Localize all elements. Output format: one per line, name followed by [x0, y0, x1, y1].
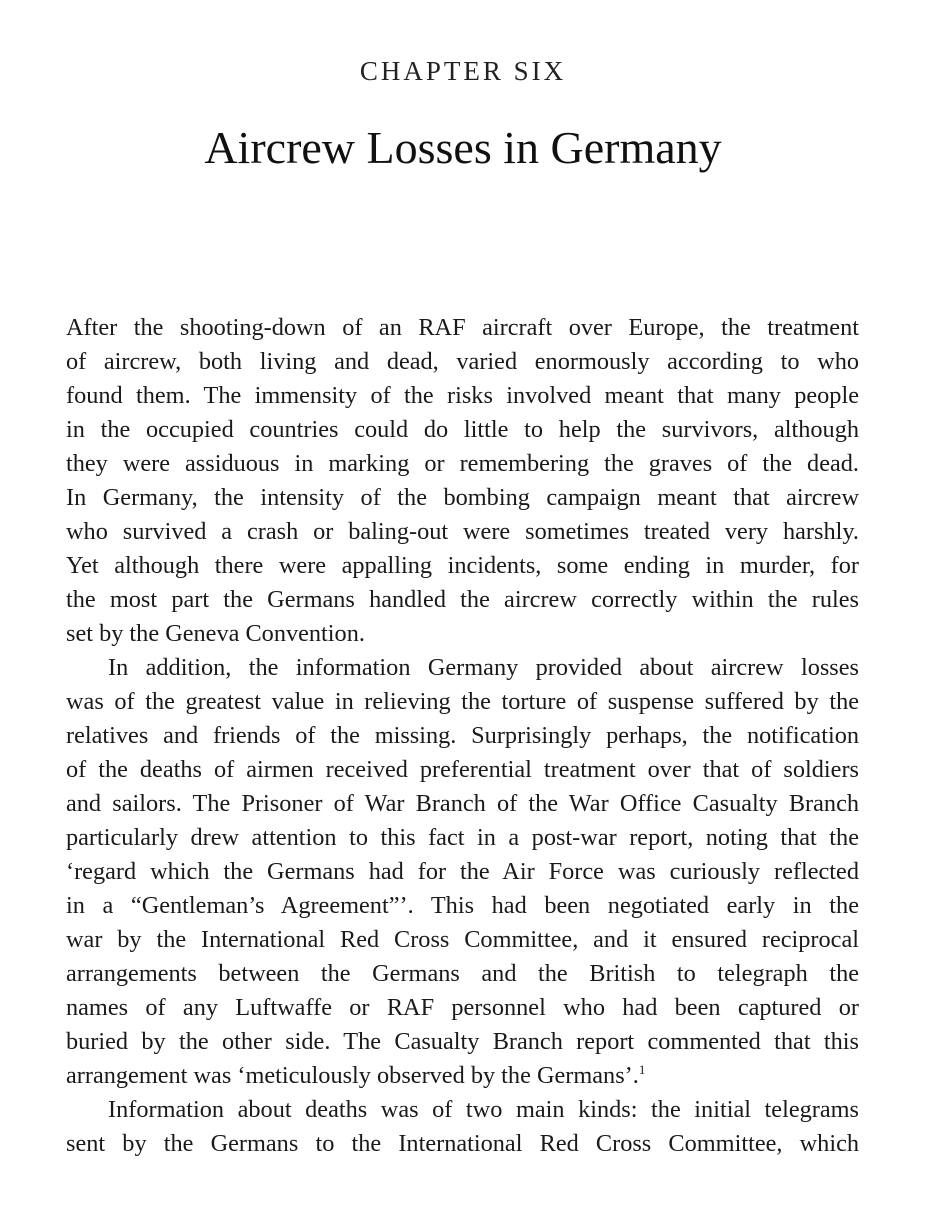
text-line: in the occupied countries could do little to help the survivors, although	[66, 416, 859, 443]
chapter-title: Aircrew Losses in Germany	[204, 122, 722, 173]
text-line: names of any Luftwaffe or RAF personnel who had been captured or	[66, 994, 859, 1021]
text-line: Information about deaths was of two main kinds: the initial telegrams	[108, 1096, 859, 1123]
text-line: set by the Geneva Convention.	[66, 620, 365, 647]
text-line: After the shooting-down of an RAF aircraft over Europe, the treatment	[66, 314, 859, 341]
text-line: who survived a crash or baling-out were sometimes treated very harshly.	[66, 518, 859, 545]
text-line: Yet although there were appalling incidents, some ending in murder, for	[66, 552, 859, 579]
text-line: of aircrew, both living and dead, varied enormously according to who	[66, 348, 859, 375]
text-line: sent by the Germans to the International Red Cross Committee, which	[66, 1130, 859, 1157]
text-line: they were assiduous in marking or remembering the graves of the dead.	[66, 450, 859, 477]
text-line: and sailors. The Prisoner of War Branch of the War Office Casualty Branch	[66, 790, 859, 817]
text-line: ‘regard which the Germans had for the Air Force was curiously reflected	[66, 858, 859, 885]
text-line: found them. The immensity of the risks involved meant that many people	[66, 382, 859, 409]
text-line: was of the greatest value in relieving the torture of suspense suffered by the	[66, 688, 859, 715]
text-line: the most part the Germans handled the aircrew correctly within the rules	[66, 586, 859, 613]
text-line: arrangements between the Germans and the British to telegraph the	[66, 960, 859, 987]
text-line: war by the International Red Cross Committee, and it ensured reciprocal	[66, 926, 859, 953]
body-text	[66, 311, 859, 1161]
chapter-label: CHAPTER SIX	[359, 56, 567, 86]
text-line: In Germany, the intensity of the bombing campaign meant that aircrew	[66, 484, 859, 511]
text-line: relatives and friends of the missing. Surprisingly perhaps, the notification	[66, 722, 859, 749]
footnote-marker: 1	[638, 1061, 646, 1077]
text-line	[66, 1059, 859, 1093]
text-line: of the deaths of airmen received preferential treatment over that of soldiers	[66, 756, 859, 783]
text-line: In addition, the information Germany provided about aircrew losses	[108, 654, 859, 681]
text-line-content: arrangement was ‘meticulously observed by the Germans’.	[66, 1062, 639, 1089]
text-line: in a “Gentleman’s Agreement”’. This had been negotiated early in the	[66, 892, 859, 919]
text-line: buried by the other side. The Casualty Branch report commented that this	[66, 1028, 859, 1055]
text-line: particularly drew attention to this fact in a post-war report, noting that the	[66, 824, 859, 851]
